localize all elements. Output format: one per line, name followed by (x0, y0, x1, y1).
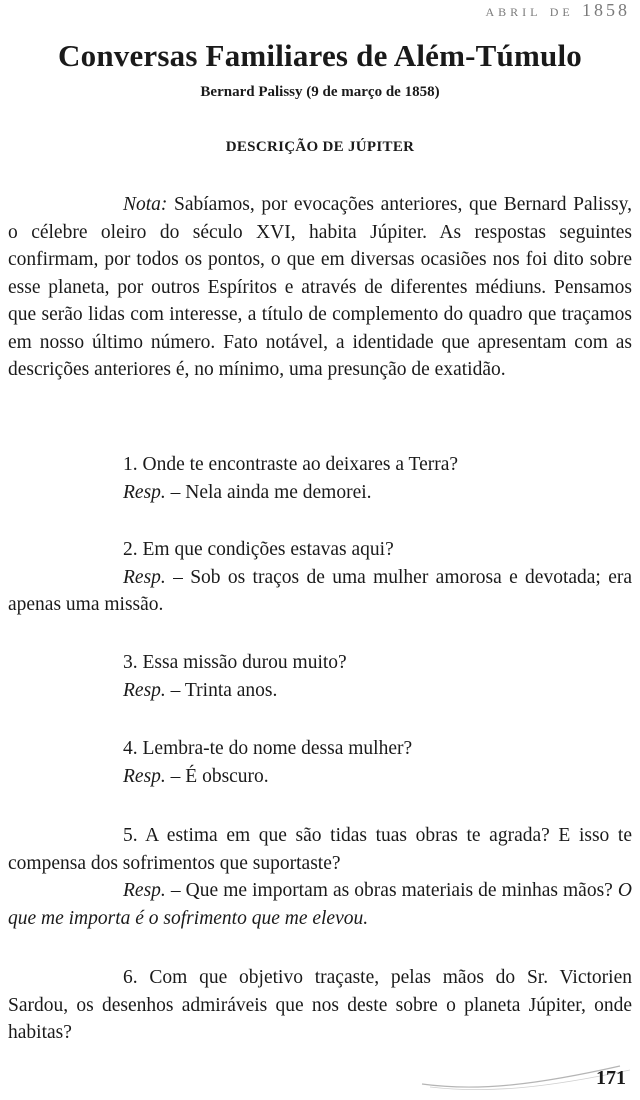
answer-5-italic: O que me importa é o sofrimento que me elevou. (8, 880, 632, 929)
note-paragraph (8, 191, 632, 384)
question-4: 4. Lembra-te do nome dessa mulher? (123, 738, 413, 759)
qa-item-3 (8, 649, 632, 704)
resp-label: Resp. (123, 880, 166, 901)
resp-label: Resp. (123, 566, 166, 588)
running-head-month: abril de (485, 1, 574, 20)
resp-label: Resp. (123, 765, 166, 787)
answer-5: Resp. – Que me importam as obras materiais de minhas mãos? O que me importa é o sofrimento que me elevou. (8, 880, 632, 929)
page-subtitle: Bernard Palissy (9 de março de 1858) (200, 84, 440, 100)
resp-label: Resp. (123, 481, 166, 503)
answer-3: Resp. – Trinta anos. (123, 679, 278, 701)
answer-4: Resp. – É obscuro. (123, 765, 269, 787)
qa-item-4 (8, 735, 632, 790)
section-heading: DESCRIÇÃO DE JÚPITER (225, 139, 415, 155)
answer-2: Resp. – Sob os traços de uma mulher amorosa e devotada; era apenas uma missão. (8, 566, 632, 615)
resp-label: Resp. (123, 679, 166, 701)
qa-item-5 (8, 822, 632, 932)
note-text: Sabíamos, por evocações anteriores, que Bernard Palissy, o célebre oleiro do século XVI, habita Júpiter. As respostas seguintes confirmam, por todos os pontos, o que em diversas ocasiões nos foi dito sobre esse planeta, por outros Espíritos e através de diferentes médiuns. Pensamos que serão lidas com interesse, a título de complemento do quadro que traçamos em nosso último número. Fato notável, a identidade que apresentam com as descrições anteriores é, no mínimo, uma presunção de exatidão. (8, 194, 632, 380)
question-2: 2. Em que condições estavas aqui? (123, 539, 394, 560)
answer-1: Resp. – Nela ainda me demorei. (123, 481, 372, 503)
running-head-year: 1858 (582, 0, 630, 20)
question-5: 5. A estima em que são tidas tuas obras te agrada? E isso te compensa dos sofrimentos que suportaste? (8, 825, 632, 874)
page-number: 171 (596, 1067, 626, 1089)
qa-item-1 (8, 451, 632, 506)
qa-item-6 (8, 964, 632, 1047)
page-title: Conversas Familiares de Além-Túmulo (58, 38, 582, 73)
qa-item-2 (8, 536, 632, 619)
question-6: 6. Com que objetivo traçaste, pelas mãos do Sr. Victorien Sardou, os desenhos admiráveis que nos deste sobre o planeta Júpiter, onde habitas? (8, 967, 632, 1043)
question-1: 1. Onde te encontraste ao deixares a Terra? (123, 454, 459, 475)
note-label: Nota: (123, 194, 168, 215)
running-head (486, 0, 631, 21)
question-3: 3. Essa missão durou muito? (123, 652, 347, 673)
